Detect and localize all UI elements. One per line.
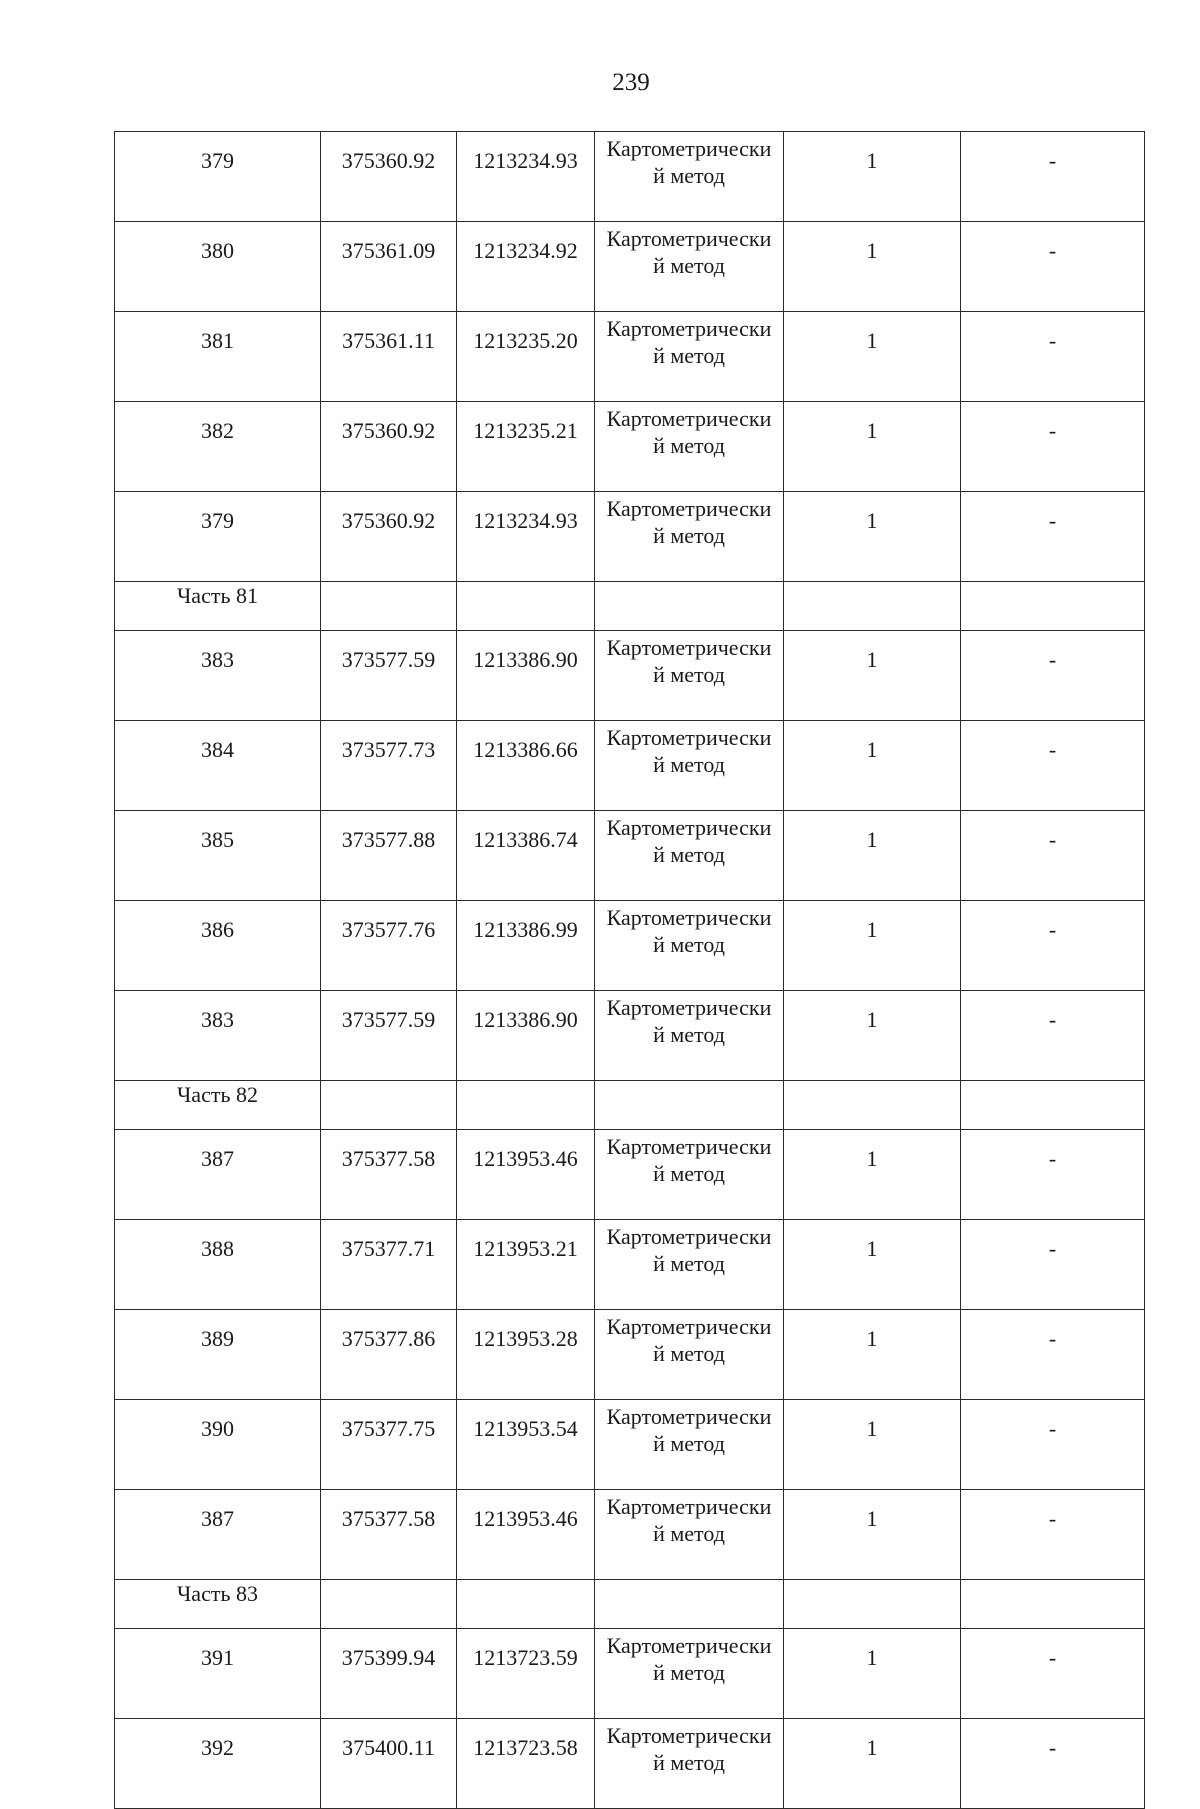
- point-number-cell: 391: [115, 1629, 321, 1719]
- method-line-2: й метод: [653, 253, 725, 278]
- part-header-row: [115, 1580, 1145, 1629]
- method-cell: [595, 1310, 784, 1400]
- method-line-2: й метод: [653, 1750, 725, 1775]
- y-coordinate-cell: 1213386.90: [457, 991, 595, 1081]
- empty-cell: [457, 1580, 595, 1629]
- x-coordinate-cell: 375400.11: [321, 1719, 457, 1809]
- accuracy-cell: 1: [784, 1220, 961, 1310]
- y-coordinate-cell: 1213953.28: [457, 1310, 595, 1400]
- accuracy-cell: 1: [784, 1310, 961, 1400]
- note-cell: -: [961, 991, 1145, 1081]
- x-coordinate-cell: 373577.73: [321, 721, 457, 811]
- x-coordinate-cell: 373577.59: [321, 991, 457, 1081]
- method-line-1: Картометрически: [606, 725, 772, 750]
- point-number-cell: 387: [115, 1130, 321, 1220]
- table-row: [115, 1400, 1145, 1490]
- part-header-row: [115, 1081, 1145, 1130]
- y-coordinate-cell: 1213235.21: [457, 402, 595, 492]
- method-line-2: й метод: [653, 523, 725, 548]
- method-cell: [595, 1629, 784, 1719]
- accuracy-cell: 1: [784, 721, 961, 811]
- method-line-1: Картометрически: [606, 1224, 772, 1249]
- accuracy-cell: 1: [784, 402, 961, 492]
- point-number-cell: 390: [115, 1400, 321, 1490]
- accuracy-cell: 1: [784, 1130, 961, 1220]
- accuracy-cell: 1: [784, 631, 961, 721]
- empty-cell: [784, 582, 961, 631]
- point-number-cell: 379: [115, 132, 321, 222]
- method-line-2: й метод: [653, 842, 725, 867]
- note-cell: -: [961, 1490, 1145, 1580]
- method-cell: [595, 1400, 784, 1490]
- table-row: [115, 1310, 1145, 1400]
- method-cell: [595, 721, 784, 811]
- note-cell: -: [961, 312, 1145, 402]
- method-line-2: й метод: [653, 1022, 725, 1047]
- table-row: [115, 811, 1145, 901]
- method-line-1: Картометрически: [606, 136, 772, 161]
- accuracy-cell: 1: [784, 1719, 961, 1809]
- y-coordinate-cell: 1213953.21: [457, 1220, 595, 1310]
- accuracy-cell: 1: [784, 991, 961, 1081]
- method-cell: [595, 1130, 784, 1220]
- accuracy-cell: 1: [784, 1400, 961, 1490]
- method-line-1: Картометрически: [606, 316, 772, 341]
- x-coordinate-cell: 373577.88: [321, 811, 457, 901]
- point-number-cell: 386: [115, 901, 321, 991]
- method-cell: [595, 1719, 784, 1809]
- y-coordinate-cell: 1213234.92: [457, 222, 595, 312]
- y-coordinate-cell: 1213953.54: [457, 1400, 595, 1490]
- table-row: [115, 1490, 1145, 1580]
- note-cell: -: [961, 1629, 1145, 1719]
- point-number-cell: 388: [115, 1220, 321, 1310]
- point-number-cell: 385: [115, 811, 321, 901]
- point-number-cell: 392: [115, 1719, 321, 1809]
- part-header-row: [115, 582, 1145, 631]
- table-body: [115, 132, 1145, 1809]
- x-coordinate-cell: 375361.09: [321, 222, 457, 312]
- point-number-cell: 383: [115, 991, 321, 1081]
- x-coordinate-cell: 373577.76: [321, 901, 457, 991]
- table-row: [115, 132, 1145, 222]
- empty-cell: [961, 1081, 1145, 1130]
- part-label: Часть 83: [115, 1580, 321, 1629]
- y-coordinate-cell: 1213235.20: [457, 312, 595, 402]
- note-cell: -: [961, 631, 1145, 721]
- point-number-cell: 383: [115, 631, 321, 721]
- x-coordinate-cell: 375360.92: [321, 132, 457, 222]
- empty-cell: [321, 1580, 457, 1629]
- method-cell: [595, 631, 784, 721]
- x-coordinate-cell: 375377.86: [321, 1310, 457, 1400]
- empty-cell: [961, 582, 1145, 631]
- y-coordinate-cell: 1213953.46: [457, 1130, 595, 1220]
- y-coordinate-cell: 1213386.66: [457, 721, 595, 811]
- empty-cell: [457, 1081, 595, 1130]
- table-row: [115, 222, 1145, 312]
- method-line-1: Картометрически: [606, 226, 772, 251]
- x-coordinate-cell: 375377.71: [321, 1220, 457, 1310]
- table-row: [115, 991, 1145, 1081]
- note-cell: -: [961, 402, 1145, 492]
- note-cell: -: [961, 1310, 1145, 1400]
- method-cell: [595, 402, 784, 492]
- table-row: [115, 1719, 1145, 1809]
- method-line-2: й метод: [653, 662, 725, 687]
- y-coordinate-cell: 1213723.58: [457, 1719, 595, 1809]
- method-cell: [595, 1220, 784, 1310]
- x-coordinate-cell: 375377.58: [321, 1130, 457, 1220]
- point-number-cell: 379: [115, 492, 321, 582]
- table-row: [115, 901, 1145, 991]
- method-line-2: й метод: [653, 1431, 725, 1456]
- note-cell: -: [961, 901, 1145, 991]
- table-row: [115, 631, 1145, 721]
- y-coordinate-cell: 1213723.59: [457, 1629, 595, 1719]
- point-number-cell: 387: [115, 1490, 321, 1580]
- accuracy-cell: 1: [784, 222, 961, 312]
- empty-cell: [784, 1580, 961, 1629]
- method-cell: [595, 1490, 784, 1580]
- method-cell: [595, 811, 784, 901]
- empty-cell: [457, 582, 595, 631]
- table-row: [115, 312, 1145, 402]
- point-number-cell: 380: [115, 222, 321, 312]
- x-coordinate-cell: 375399.94: [321, 1629, 457, 1719]
- method-cell: [595, 901, 784, 991]
- table-row: [115, 1629, 1145, 1719]
- table-row: [115, 492, 1145, 582]
- method-line-2: й метод: [653, 1341, 725, 1366]
- y-coordinate-cell: 1213386.99: [457, 901, 595, 991]
- y-coordinate-cell: 1213234.93: [457, 492, 595, 582]
- note-cell: -: [961, 811, 1145, 901]
- accuracy-cell: 1: [784, 492, 961, 582]
- point-number-cell: 384: [115, 721, 321, 811]
- empty-cell: [595, 1081, 784, 1130]
- table-row: [115, 1220, 1145, 1310]
- x-coordinate-cell: 375377.58: [321, 1490, 457, 1580]
- method-line-1: Картометрически: [606, 635, 772, 660]
- x-coordinate-cell: 375361.11: [321, 312, 457, 402]
- method-line-2: й метод: [653, 1660, 725, 1685]
- method-cell: [595, 222, 784, 312]
- coordinates-table: [114, 131, 1145, 1809]
- empty-cell: [321, 582, 457, 631]
- x-coordinate-cell: 373577.59: [321, 631, 457, 721]
- accuracy-cell: 1: [784, 1490, 961, 1580]
- y-coordinate-cell: 1213386.74: [457, 811, 595, 901]
- method-cell: [595, 312, 784, 402]
- empty-cell: [595, 582, 784, 631]
- empty-cell: [961, 1580, 1145, 1629]
- method-line-1: Картометрически: [606, 905, 772, 930]
- table-row: [115, 1130, 1145, 1220]
- part-label: Часть 81: [115, 582, 321, 631]
- note-cell: -: [961, 1130, 1145, 1220]
- method-line-1: Картометрически: [606, 1633, 772, 1658]
- accuracy-cell: 1: [784, 811, 961, 901]
- note-cell: -: [961, 132, 1145, 222]
- method-cell: [595, 492, 784, 582]
- method-cell: [595, 132, 784, 222]
- empty-cell: [784, 1081, 961, 1130]
- page-number: 239: [612, 69, 650, 96]
- method-line-2: й метод: [653, 752, 725, 777]
- method-cell: [595, 991, 784, 1081]
- method-line-1: Картометрически: [606, 1723, 772, 1748]
- x-coordinate-cell: 375360.92: [321, 402, 457, 492]
- method-line-2: й метод: [653, 343, 725, 368]
- method-line-1: Картометрически: [606, 406, 772, 431]
- accuracy-cell: 1: [784, 312, 961, 402]
- method-line-2: й метод: [653, 932, 725, 957]
- method-line-1: Картометрически: [606, 1314, 772, 1339]
- accuracy-cell: 1: [784, 1629, 961, 1719]
- method-line-1: Картометрически: [606, 1134, 772, 1159]
- note-cell: -: [961, 721, 1145, 811]
- method-line-2: й метод: [653, 163, 725, 188]
- x-coordinate-cell: 375377.75: [321, 1400, 457, 1490]
- part-label: Часть 82: [115, 1081, 321, 1130]
- accuracy-cell: 1: [784, 132, 961, 222]
- point-number-cell: 381: [115, 312, 321, 402]
- method-line-2: й метод: [653, 1161, 725, 1186]
- note-cell: -: [961, 1400, 1145, 1490]
- note-cell: -: [961, 1719, 1145, 1809]
- method-line-2: й метод: [653, 433, 725, 458]
- accuracy-cell: 1: [784, 901, 961, 991]
- method-line-1: Картометрически: [606, 496, 772, 521]
- note-cell: -: [961, 492, 1145, 582]
- y-coordinate-cell: 1213234.93: [457, 132, 595, 222]
- point-number-cell: 382: [115, 402, 321, 492]
- table-row: [115, 402, 1145, 492]
- method-line-1: Картометрически: [606, 1494, 772, 1519]
- y-coordinate-cell: 1213953.46: [457, 1490, 595, 1580]
- note-cell: -: [961, 222, 1145, 312]
- x-coordinate-cell: 375360.92: [321, 492, 457, 582]
- point-number-cell: 389: [115, 1310, 321, 1400]
- method-line-2: й метод: [653, 1521, 725, 1546]
- table-row: [115, 721, 1145, 811]
- method-line-1: Картометрически: [606, 995, 772, 1020]
- method-line-1: Картометрически: [606, 815, 772, 840]
- empty-cell: [595, 1580, 784, 1629]
- method-line-2: й метод: [653, 1251, 725, 1276]
- empty-cell: [321, 1081, 457, 1130]
- note-cell: -: [961, 1220, 1145, 1310]
- y-coordinate-cell: 1213386.90: [457, 631, 595, 721]
- method-line-1: Картометрически: [606, 1404, 772, 1429]
